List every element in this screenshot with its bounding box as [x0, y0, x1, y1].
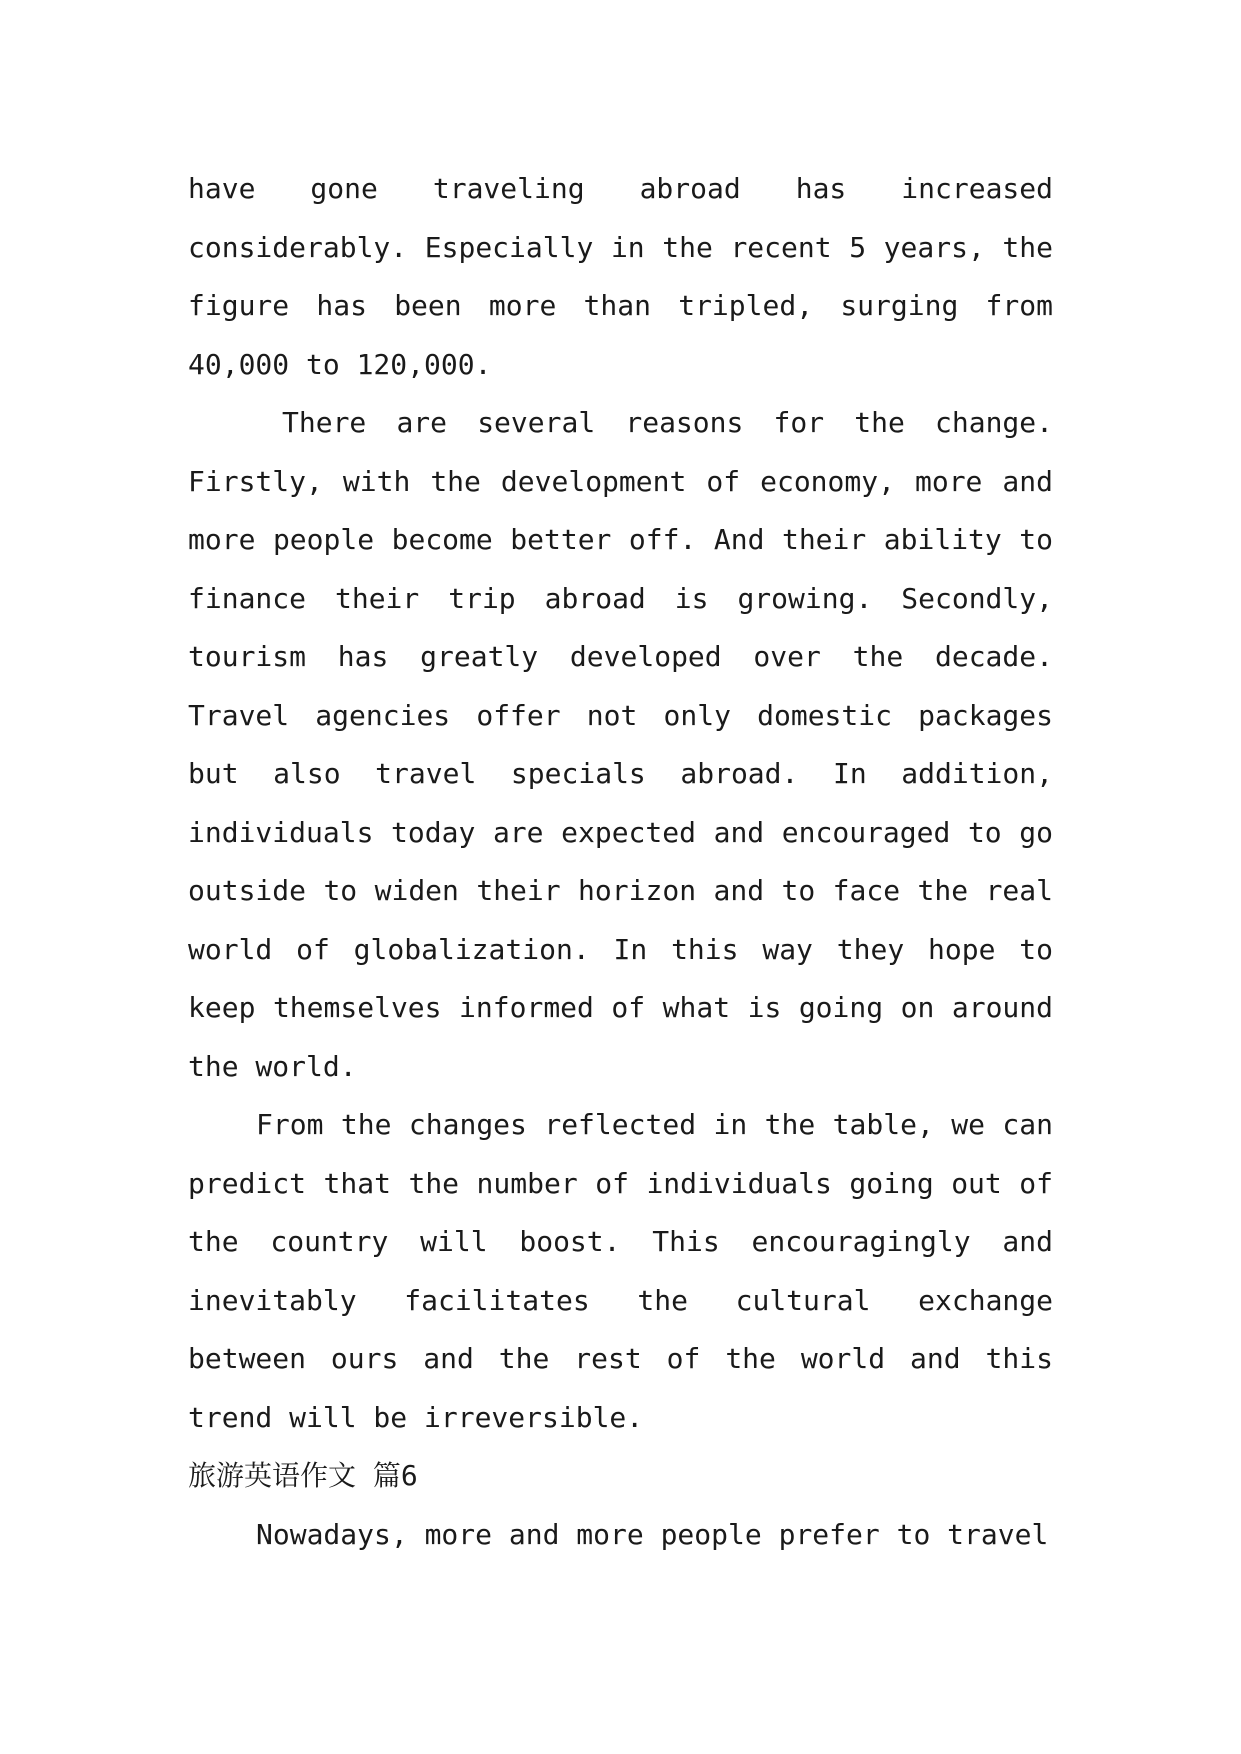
section-heading: 旅游英语作文 篇6 [188, 1459, 418, 1492]
paragraph-intro-continuation: have gone traveling abroad has increased considerably. Especially in the recent 5 years, the figure has been more than tripled, surging from 40,000 to 120,000. [188, 172, 1053, 381]
paragraph-next-start: Nowadays, more and more people prefer to travel [256, 1517, 1049, 1551]
paragraph-prediction: From the changes reflected in the table, we can predict that the number of individuals going out of the country will boost. This encouragingly and inevitably facilitates the cultural exchange between ours and the rest of the world and this trend will be irreversible. [188, 1108, 1053, 1434]
document-page [188, 160, 1053, 1564]
paragraph-reasons: There are several reasons for the change. Firstly, with the development of economy, more and more people become better off. And their ability to finance their trip abroad is growing. Secondly, tourism has greatly developed over the decade. Travel agencies offer not only domestic packages but also travel specials abroad. In addition, individuals today are expected and encouraged to go outside to widen their horizon and to face the real world of globalization. In this way they hope to keep themselves informed of what is going on around the world. [188, 406, 1053, 1083]
